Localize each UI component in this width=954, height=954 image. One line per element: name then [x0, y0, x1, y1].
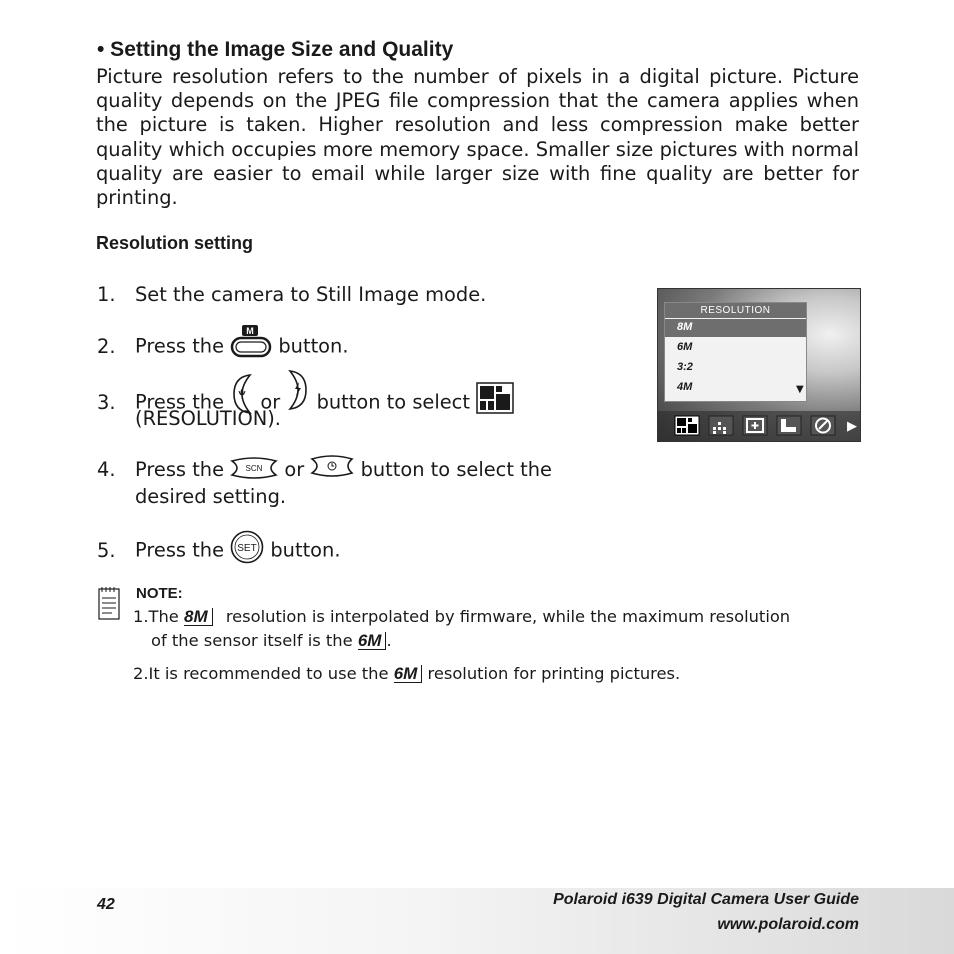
- effect-tab-icon[interactable]: [810, 415, 836, 436]
- resolution-icon: [476, 382, 514, 412]
- note-title: NOTE:: [136, 585, 183, 602]
- page-number: 42: [97, 896, 115, 913]
- step-5: [97, 534, 341, 568]
- step-text-post: button to select the: [360, 458, 552, 481]
- step-text-post: button.: [278, 334, 349, 358]
- resolution-option-4m[interactable]: [665, 379, 806, 397]
- resolution-option-8m[interactable]: [665, 319, 806, 337]
- note-text: resolution is interpolated by firmware, while the maximum resolution: [225, 607, 791, 626]
- flash-button-icon: [286, 369, 310, 409]
- option-label: 4M: [677, 381, 693, 393]
- 8m-resolution-badge-icon: 8M: [184, 608, 213, 626]
- 6m-resolution-badge-icon: 6M: [394, 665, 423, 683]
- footer-url[interactable]: www.polaroid.com: [717, 916, 859, 933]
- step-number: 1.: [97, 283, 116, 306]
- step-3-continuation: (RESOLUTION).: [135, 407, 281, 430]
- lcd-tab-bar: [658, 411, 860, 441]
- set-button-icon: [230, 530, 264, 564]
- resolution-menu-title: RESOLUTION: [665, 303, 806, 318]
- sharpness-tab-icon[interactable]: [776, 415, 802, 436]
- step-text-mid: or: [260, 390, 281, 414]
- scene-icon-label: SCN: [245, 463, 263, 473]
- step-text-pre: Press the: [135, 390, 225, 414]
- resolution-option-6m[interactable]: [665, 339, 806, 357]
- step-text-pre: Press the: [135, 334, 225, 358]
- step-4-continuation: desired setting.: [135, 485, 287, 508]
- step-number: 2.: [97, 334, 116, 358]
- set-icon-label: SET: [237, 543, 257, 554]
- 6m-resolution-badge-icon: 6M: [358, 632, 387, 650]
- scroll-down-arrow-icon[interactable]: ▼: [796, 384, 804, 395]
- step-number: 3.: [97, 390, 116, 414]
- scene-button-icon: [230, 457, 278, 479]
- option-label: 6M: [677, 341, 693, 353]
- note-text: of the sensor itself is the: [151, 631, 353, 650]
- resolution-setting-subheading: Resolution setting: [96, 233, 253, 253]
- step-number: 4.: [97, 458, 116, 481]
- metering-tab-icon[interactable]: [742, 415, 768, 436]
- option-label: 8M: [677, 321, 693, 333]
- step-2: [97, 326, 349, 362]
- note-text: .: [386, 631, 392, 650]
- resolution-option-3-2[interactable]: [665, 359, 806, 377]
- step-text-pre: Press the: [135, 538, 225, 562]
- note-text: resolution for printing pictures.: [427, 664, 681, 683]
- resolution-menu: [664, 302, 807, 402]
- menu-button-icon: [230, 324, 272, 354]
- note-item-2: [133, 663, 680, 685]
- note-text: 2.It is recommended to use the: [133, 664, 389, 683]
- section-heading: • Setting the Image Size and Quality: [97, 38, 454, 61]
- quality-tab-icon[interactable]: [708, 415, 734, 436]
- camera-lcd-screenshot: [657, 288, 861, 442]
- note-icon: [98, 586, 120, 624]
- step-number: 5.: [97, 538, 116, 562]
- menu-icon-label: M: [246, 326, 254, 336]
- note-item-1-line-2: [151, 630, 392, 652]
- step-text-pre: Press the: [135, 458, 225, 481]
- step-4: [97, 458, 552, 482]
- resolution-tab-icon[interactable]: [674, 415, 700, 436]
- step-text: Set the camera to Still Image mode.: [135, 283, 487, 306]
- step-text-post: button to select: [316, 390, 470, 414]
- step-text-post: button.: [270, 538, 341, 562]
- option-label: 3:2: [677, 361, 693, 373]
- step-1: [97, 283, 486, 307]
- step-text-mid: or: [284, 458, 305, 481]
- note-item-1-line-1: [133, 606, 790, 628]
- footer-guide-title: Polaroid i639 Digital Camera User Guide: [553, 891, 859, 908]
- note-text: 1.The: [133, 607, 179, 626]
- intro-paragraph: Picture resolution refers to the number of pixels in a digital picture. Picture quality depends on the JPEG file compression that the camera applies when the picture is taken. Higher resolution and less compression make better quality which occupies more memory space. Smaller size pictures with normal quality are easier to email while larger size with fine quality are better for printing.: [96, 65, 859, 210]
- self-timer-button-icon: [310, 455, 354, 477]
- next-page-arrow-icon[interactable]: ▶: [847, 419, 857, 434]
